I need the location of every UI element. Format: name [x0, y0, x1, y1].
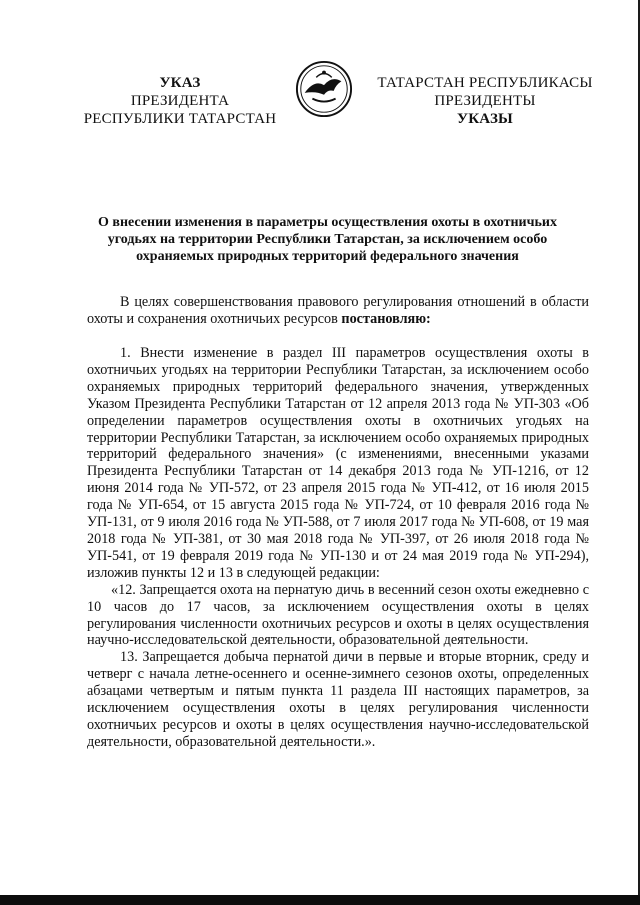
point-13-paragraph: 13. Запрещается добыча пернатой дичи в первые и вторые вторник, среду и четверг с начала летне-осеннего и осенне-зимнего сезонов охоты, определенных абзацами четвертым и пятым пункта 11 раздела III настоящих параметров, за исключением осуществления охоты в целях регулирования численности охотничьих ресурсов и охоты в целях осуществления научно-исследовательской деятельности, образовательной деятельности.».	[87, 649, 589, 750]
header-right-line2: ПРЕЗИДЕНТЫ	[434, 93, 536, 109]
decree-points	[87, 345, 589, 751]
header-right-line1: ТАТАРСТАН РЕСПУБЛИКАСЫ	[377, 75, 593, 91]
tatarstan-coat-of-arms-icon	[295, 60, 353, 118]
preamble-paragraph	[87, 294, 589, 328]
decree-title	[70, 214, 585, 265]
header-left-line1: УКАЗ	[159, 75, 201, 91]
header-right-tatar	[350, 74, 620, 128]
point-1-paragraph: 1. Внести изменение в раздел III параметров осуществления охоты в охотничьих угодьях на территории Республики Татарстан, за исключением особо охраняемых природных территорий федерального значения, утвержденных Указом Президента Республики Татарстан от 12 апреля 2013 года № УП-303 «Об определении параметров осуществления охоты в охотничьих угодьях на территории Республики Татарстан, за исключением особо охраняемых природных территорий федерального значения» (с изменениями, внесенными указами Президента Республики Татарстан от 14 декабря 2013 года № УП-1216, от 12 июня 2014 года № УП-572, от 23 апреля 2015 года № УП-412, от 16 июля 2015 года № УП-654, от 15 августа 2015 года № УП-724, от 10 февраля 2016 года № УП-131, от 9 июля 2016 года № УП-588, от 7 июля 2017 года № УП-608, от 19 мая 2018 года № УП-381, от 30 мая 2018 года № УП-397, от 26 июля 2018 года № УП-541, от 19 февраля 2019 года № УП-130 и от 24 мая 2019 года № УП-294), изложив пункты 12 и 13 в следующей редакции:	[87, 345, 589, 581]
decree-word: постановляю:	[341, 310, 431, 327]
scan-bottom-border	[0, 895, 640, 905]
point-12-paragraph: «12. Запрещается охота на пернатую дичь в весенний сезон охоты ежедневно с 10 часов до 17 часов, за исключением осуществления охоты в целях регулирования численности охотничьих ресурсов и охоты в целях осуществления научно-исследовательской деятельности, образовательной деятельности.	[87, 581, 589, 649]
header-left-line3: РЕСПУБЛИКИ ТАТАРСТАН	[83, 111, 277, 127]
decree-title-line2: угодьях на территории Республики Татарстан, за исключением особо	[107, 232, 548, 247]
preamble	[87, 294, 589, 328]
preamble-text: В целях совершенствования правового регулирования отношений в области охоты и сохранения охотничьих ресурсов	[87, 294, 589, 327]
decree-title-line1: О внесении изменения в параметры осуществления охоты в охотничьих	[98, 215, 557, 230]
header-left-line2: ПРЕЗИДЕНТА	[130, 93, 230, 109]
header-left-russian	[80, 74, 280, 128]
decree-title-line3: охраняемых природных территорий федерального значения	[136, 249, 519, 264]
header-right-line3: УКАЗЫ	[457, 111, 513, 127]
